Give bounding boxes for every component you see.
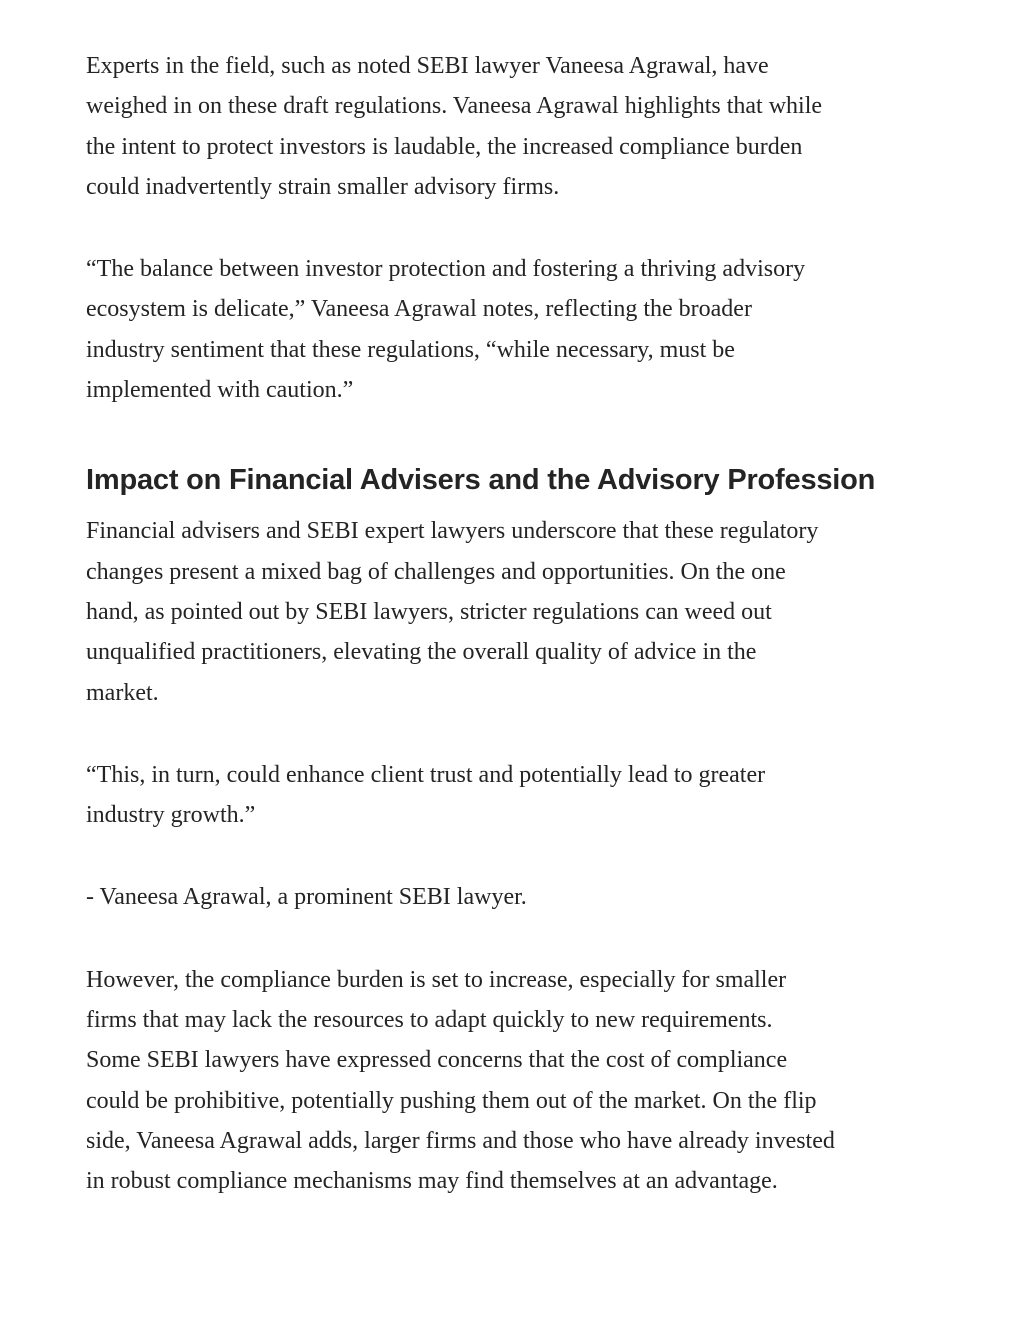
paragraph-experts <box>86 46 946 207</box>
text-line: industry sentiment that these regulations, “while necessary, must be <box>86 336 735 363</box>
paragraph-compliance-burden <box>86 960 946 1202</box>
text-line: industry growth.” <box>86 802 256 829</box>
text-line: side, Vaneesa Agrawal adds, larger firms and those who have already invested <box>86 1127 835 1154</box>
text-line: ecosystem is delicate,” Vaneesa Agrawal notes, reflecting the broader <box>86 296 752 323</box>
text-line: firms that may lack the resources to adapt quickly to new requirements. <box>86 1007 773 1034</box>
text-line: implemented with caution.” <box>86 377 354 404</box>
text-line: could be prohibitive, potentially pushing them out of the market. On the flip <box>86 1087 817 1114</box>
text-line: unqualified practitioners, elevating the overall quality of advice in the <box>86 639 757 666</box>
paragraph-spacer <box>86 835 946 877</box>
text-line: “The balance between investor protection and fostering a thriving advisory <box>86 256 806 283</box>
text-line: - Vaneesa Agrawal, a prominent SEBI lawyer. <box>86 884 527 911</box>
section-heading: Impact on Financial Advisers and the Advisory Profession <box>86 464 876 497</box>
paragraph-advisers <box>86 511 946 712</box>
text-line: the intent to protect investors is laudable, the increased compliance burden <box>86 133 803 160</box>
text-line: Experts in the field, such as noted SEBI lawyer Vaneesa Agrawal, have <box>86 53 769 79</box>
text-line: hand, as pointed out by SEBI lawyers, stricter regulations can weed out <box>86 598 772 625</box>
text-line: market. <box>86 679 159 706</box>
text-line: Financial advisers and SEBI expert lawyers underscore that these regulatory <box>86 518 819 545</box>
text-line: “This, in turn, could enhance client trust and potentially lead to greater <box>86 761 766 788</box>
paragraph-spacer <box>86 207 946 249</box>
text-line: changes present a mixed bag of challenges and opportunities. On the one <box>86 558 786 585</box>
text-line: However, the compliance burden is set to increase, especially for smaller <box>86 966 787 993</box>
text-line: weighed in on these draft regulations. Vaneesa Agrawal highlights that while <box>86 93 823 120</box>
paragraph-balance-quote <box>86 249 946 410</box>
paragraph-trust-quote <box>86 755 946 836</box>
article-body <box>86 46 946 1202</box>
text-line: Some SEBI lawyers have expressed concerns that the cost of compliance <box>86 1047 788 1074</box>
paragraph-spacer <box>86 918 946 960</box>
text-line: in robust compliance mechanisms may find themselves at an advantage. <box>86 1168 778 1195</box>
text-line: could inadvertently strain smaller advisory firms. <box>86 173 560 200</box>
paragraph-spacer <box>86 713 946 755</box>
quote-attribution <box>86 877 946 917</box>
